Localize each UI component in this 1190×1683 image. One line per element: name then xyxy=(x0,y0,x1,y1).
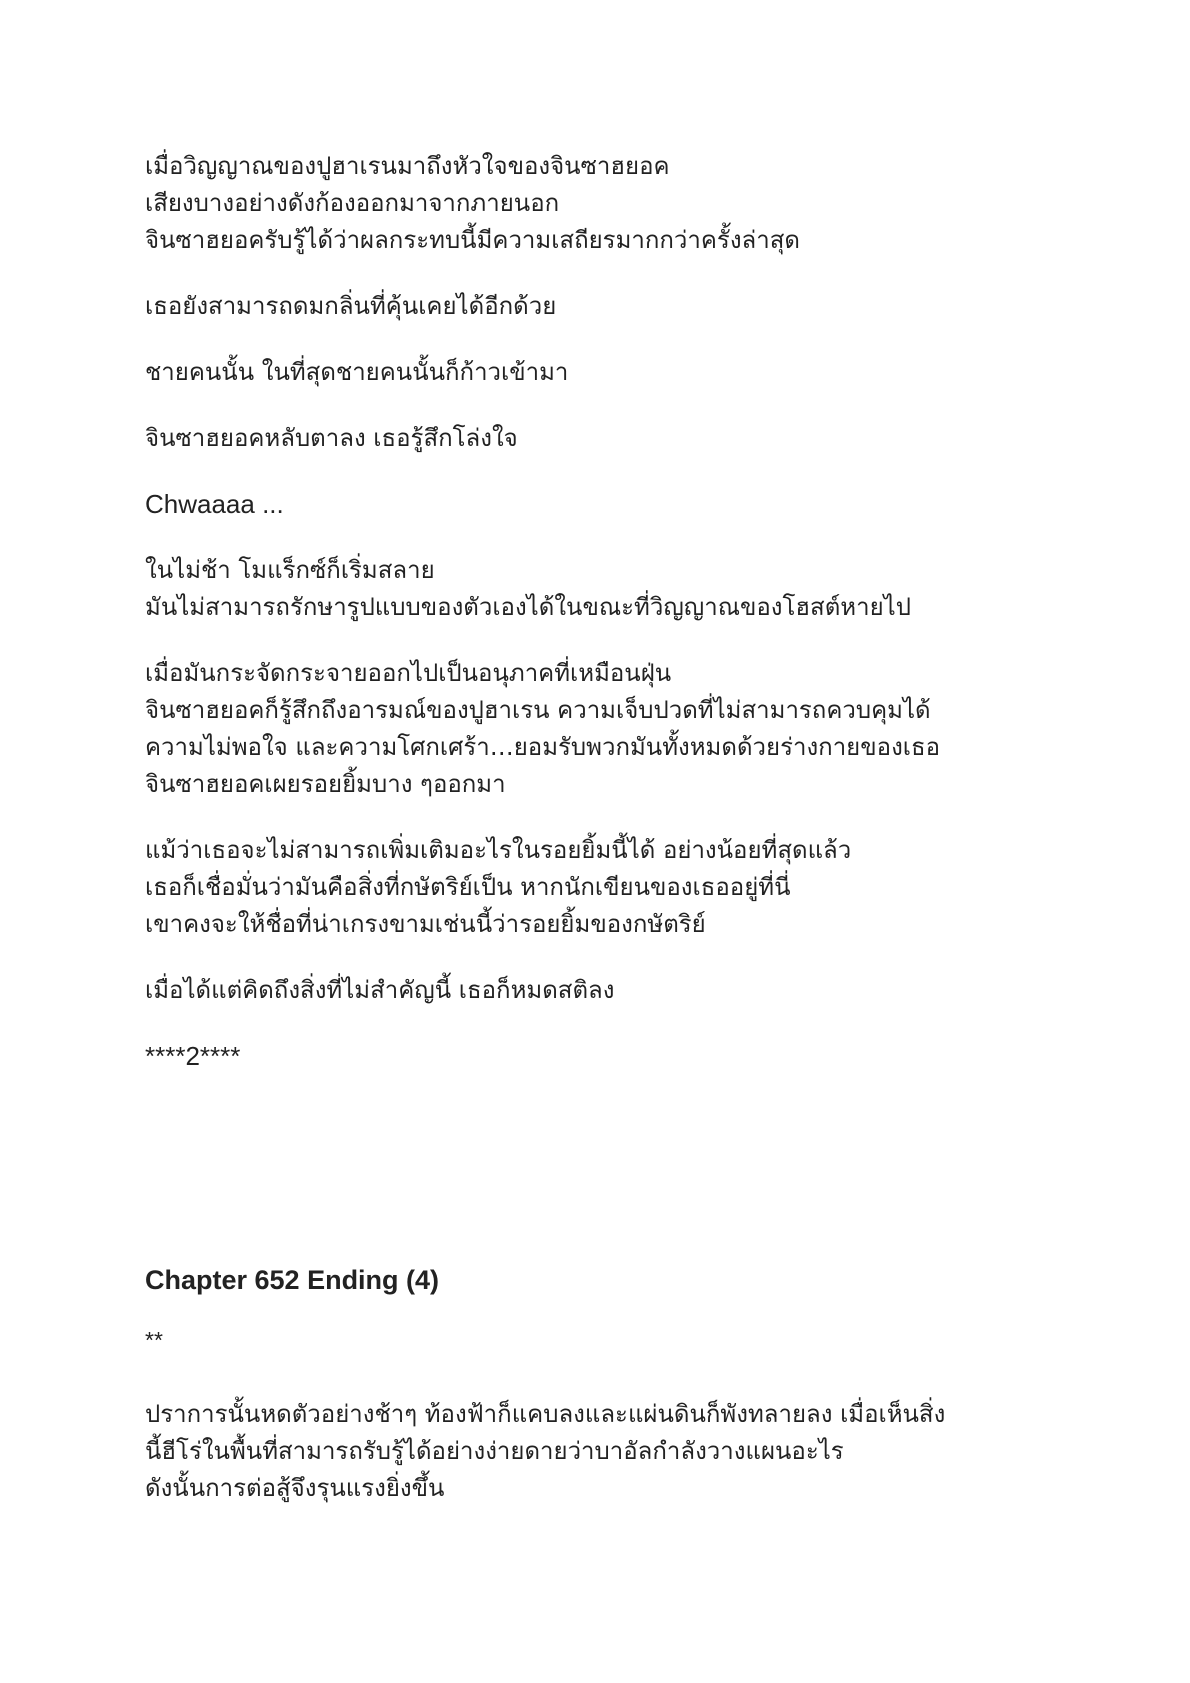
text-line: เธอยังสามารถดมกลิ่นที่คุ้นเคยได้อีกด้วย xyxy=(145,292,557,320)
text-line: จินซาฮยอครับรู้ได้ว่าผลกระทบนี้มีความเสถียรมากกว่าครั้งล่าสุด xyxy=(145,226,800,254)
paragraph xyxy=(145,972,1065,1009)
paragraph xyxy=(145,288,1065,325)
paragraph xyxy=(145,552,1065,626)
paragraph xyxy=(145,1038,1065,1075)
text-line: เมื่อมันกระจัดกระจายออกไปเป็นอนุภาคที่เหมือนฝุ่น xyxy=(145,659,672,687)
text-line: ชายคนนั้น ในที่สุดชายคนนั้นก็ก้าวเข้ามา xyxy=(145,358,569,386)
text-line: เขาคงจะให้ชื่อที่น่าเกรงขามเช่นนี้ว่ารอยยิ้มของกษัตริย์ xyxy=(145,910,706,938)
paragraph xyxy=(145,354,1065,391)
text-line: ความไม่พอใจ และความโศกเศร้า…ยอมรับพวกมันทั้งหมดด้วยร่างกายของเธอ xyxy=(145,733,941,761)
paragraph xyxy=(145,1396,1065,1507)
text-line: มันไม่สามารถรักษารูปแบบของตัวเองได้ในขณะที่วิญญาณของโฮสต์หายไป xyxy=(145,593,911,621)
text-line: เมื่อได้แต่คิดถึงสิ่งที่ไม่สำคัญนี้ เธอก็หมดสติลง xyxy=(145,976,615,1004)
text-line: เมื่อวิญญาณของปูฮาเรนมาถึงหัวใจของจินซาฮยอค xyxy=(145,152,670,180)
text-line: ดังนั้นการต่อสู้จึงรุนแรงยิ่งขึ้น xyxy=(145,1474,445,1502)
chapter-marker: ** xyxy=(145,1327,163,1353)
paragraph xyxy=(145,148,1065,259)
text-line: แม้ว่าเธอจะไม่สามารถเพิ่มเติมอะไรในรอยยิ้มนี้ได้ อย่างน้อยที่สุดแล้ว xyxy=(145,836,852,864)
text-line: นี้ฮีโร่ในพื้นที่สามารถรับรู้ได้อย่างง่ายดายว่าบาอัลกำลังวางแผนอะไร xyxy=(145,1437,844,1465)
text-line: เธอก็เชื่อมั่นว่ามันคือสิ่งที่กษัตริย์เป็น หากนักเขียนของเธออยู่ที่นี่ xyxy=(145,873,791,901)
paragraph xyxy=(145,832,1065,943)
chapter-title: Chapter 652 Ending (4) xyxy=(145,1265,440,1295)
paragraph xyxy=(145,655,1065,803)
text-line: ปราการนั้นหดตัวอย่างช้าๆ ท้องฟ้าก็แคบลงและแผ่นดินก็พังทลายลง เมื่อเห็นสิ่ง xyxy=(145,1400,946,1428)
paragraph xyxy=(145,420,1065,457)
text-line: เสียงบางอย่างดังก้องออกมาจากภายนอก xyxy=(145,189,560,217)
text-line: ในไม่ช้า โมแร็กซ์ก็เริ่มสลาย xyxy=(145,556,435,584)
text-line: จินซาฮยอคเผยรอยยิ้มบาง ๆออกมา xyxy=(145,770,506,798)
text-line: จินซาฮยอคก็รู้สึกถึงอารมณ์ของปูฮาเรน ความเจ็บปวดที่ไม่สามารถควบคุมได้ xyxy=(145,696,931,724)
section-spacer xyxy=(145,1104,1065,1260)
section-break: ****2**** xyxy=(145,1041,241,1071)
sound-effect-line: Chwaaaa ... xyxy=(145,489,284,519)
text-line: จินซาฮยอคหลับตาลง เธอรู้สึกโล่งใจ xyxy=(145,424,518,452)
document-body xyxy=(145,148,1065,1536)
paragraph xyxy=(145,486,1065,523)
